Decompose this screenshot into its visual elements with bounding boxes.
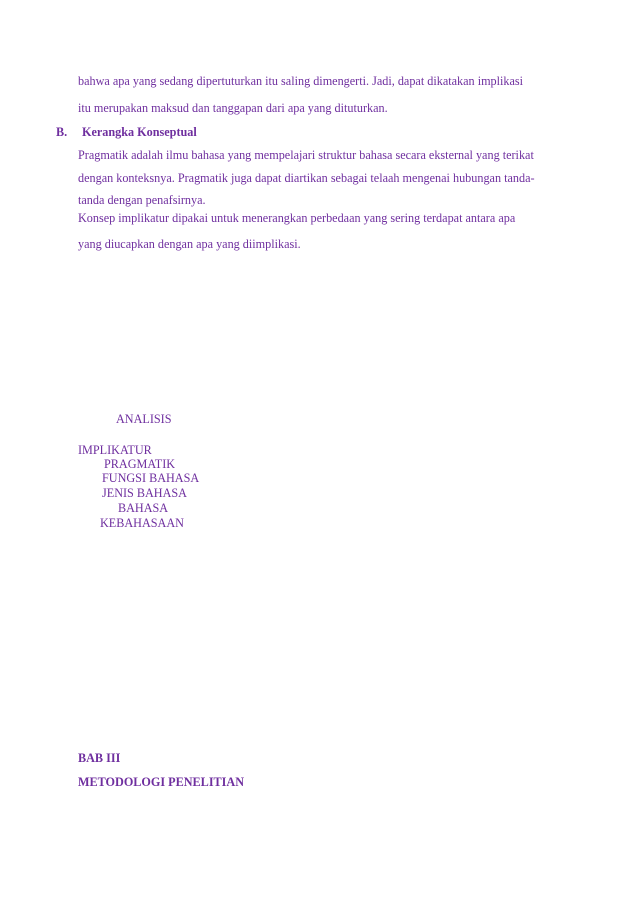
section-b-marker: B. [56, 125, 68, 139]
paragraph-1-line-2: itu merupakan maksud dan tanggapan dari apa yang dituturkan. [78, 101, 388, 115]
section-b-line-1: Pragmatik adalah ilmu bahasa yang mempelajari struktur bahasa secara eksternal yang terikat [78, 148, 534, 162]
diagram-label-bahasa: BAHASA [118, 501, 169, 515]
diagram-label-fungsi-bahasa: FUNGSI BAHASA [102, 471, 200, 485]
section-b-line-3: tanda dengan penafsirnya. [78, 193, 206, 207]
diagram-label-jenis-bahasa: JENIS BAHASA [102, 486, 187, 500]
chapter-title: METODOLOGI PENELITIAN [78, 775, 245, 789]
diagram-label-analisis: ANALISIS [116, 412, 172, 426]
diagram-label-kebahasaan: KEBAHASAAN [100, 516, 184, 530]
section-b-line-2: dengan konteksnya. Pragmatik juga dapat diartikan sebagai telaah mengenai hubungan tanda- [78, 171, 535, 185]
section-b-heading: Kerangka Konseptual [82, 125, 197, 139]
diagram-label-pragmatik: PRAGMATIK [104, 457, 176, 471]
section-b-line-5: yang diucapkan dengan apa yang diimplikasi. [78, 237, 301, 251]
diagram-label-implikatur: IMPLIKATUR [78, 443, 152, 457]
section-b-line-4: Konsep implikatur dipakai untuk menerangkan perbedaan yang sering terdapat antara apa [78, 211, 516, 225]
paragraph-1-line-1: bahwa apa yang sedang dipertuturkan itu saling dimengerti. Jadi, dapat dikatakan implikasi [78, 74, 524, 88]
chapter-number: BAB III [78, 751, 121, 765]
